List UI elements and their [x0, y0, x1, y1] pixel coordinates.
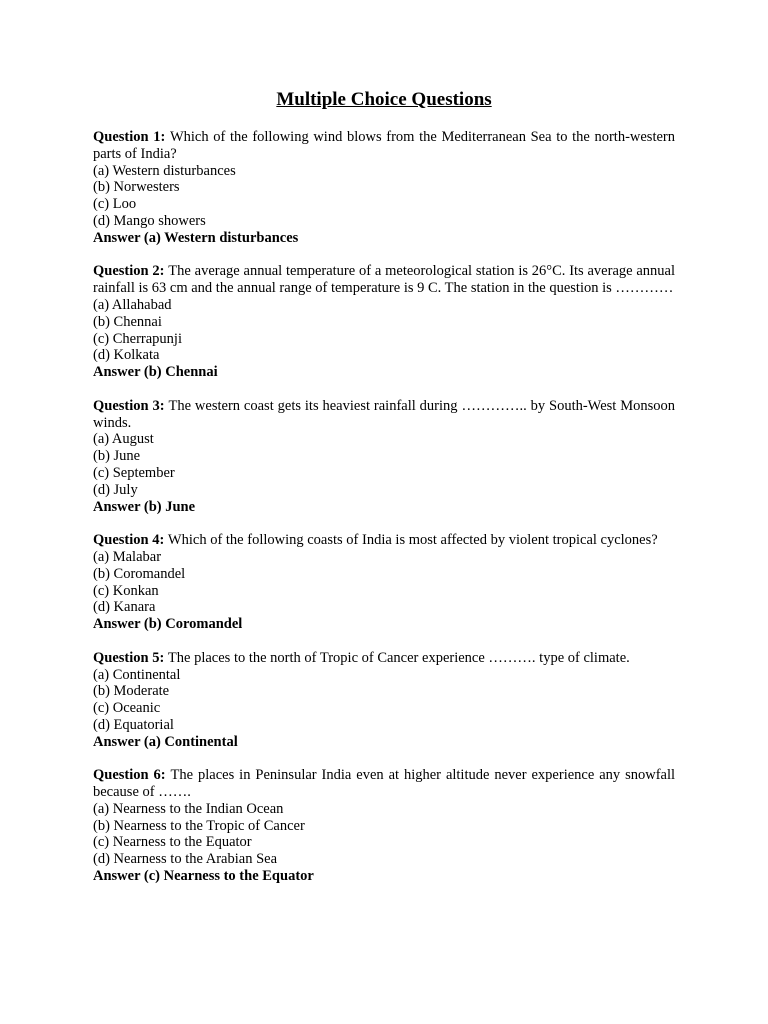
question-block-1	[93, 129, 675, 247]
question-label: Question 6:	[93, 767, 166, 784]
option-c: (c) Nearness to the Equator	[93, 834, 252, 851]
option-b: (b) Norwesters	[93, 179, 180, 196]
option-b: (b) June	[93, 448, 141, 465]
question-block-6	[93, 767, 675, 885]
option-a: (a) Allahabad	[93, 296, 172, 313]
option-c: (c) Konkan	[93, 582, 159, 599]
question-label: Question 3:	[93, 397, 165, 414]
option-d: (d) Equatorial	[93, 716, 174, 733]
answer-line: Answer (b) Coromandel	[93, 616, 243, 633]
question-block-3	[93, 398, 675, 516]
question-body: The western coast gets its heaviest rainfall during ………….. by South-West Monsoon winds.	[93, 397, 675, 431]
option-c: (c) Cherrapunji	[93, 330, 182, 347]
option-d: (d) July	[93, 481, 138, 498]
option-a: (a) Continental	[93, 666, 181, 683]
question-text	[93, 767, 675, 801]
page-title: Multiple Choice Questions	[276, 89, 492, 110]
question-text	[93, 650, 675, 667]
option-a: (a) Malabar	[93, 548, 162, 565]
option-a: (a) August	[93, 431, 154, 448]
question-label: Question 5:	[93, 649, 165, 666]
option-a: (a) Nearness to the Indian Ocean	[93, 800, 284, 817]
question-body: Which of the following wind blows from the Mediterranean Sea to the north-western parts of India?	[93, 129, 675, 162]
question-body: The average annual temperature of a meteorological station is 26°C. Its average annual rainfall is 63 cm and the annual range of temperature is 9 C. The station in the question is …………	[93, 263, 676, 297]
option-c: (c) Loo	[93, 196, 137, 213]
question-text	[93, 398, 675, 432]
answer-line: Answer (a) Western disturbances	[93, 229, 299, 246]
answer-line: Answer (c) Nearness to the Equator	[93, 868, 314, 885]
question-block-4	[93, 532, 675, 633]
answer-line: Answer (b) June	[93, 498, 196, 515]
option-d: (d) Kanara	[93, 599, 156, 616]
option-d: (d) Kolkata	[93, 347, 160, 364]
option-b: (b) Moderate	[93, 683, 170, 700]
answer-line: Answer (a) Continental	[93, 733, 238, 750]
question-text	[93, 532, 675, 549]
answer-line: Answer (b) Chennai	[93, 364, 218, 381]
question-block-2	[93, 263, 675, 381]
option-b: (b) Chennai	[93, 313, 162, 330]
document-page	[93, 88, 675, 902]
option-b: (b) Coromandel	[93, 565, 186, 582]
question-text	[93, 263, 675, 297]
question-block-5	[93, 650, 675, 751]
option-c: (c) Oceanic	[93, 700, 161, 717]
question-label: Question 2:	[93, 263, 165, 280]
question-label: Question 1:	[93, 129, 166, 145]
option-d: (d) Nearness to the Arabian Sea	[93, 851, 278, 868]
option-b: (b) Nearness to the Tropic of Cancer	[93, 817, 305, 834]
option-a: (a) Western disturbances	[93, 162, 236, 179]
option-c: (c) September	[93, 464, 175, 481]
option-d: (d) Mango showers	[93, 212, 206, 229]
question-body: Which of the following coasts of India is most affected by violent tropical cyclones?	[167, 532, 658, 549]
question-body: The places in Peninsular India even at higher altitude never experience any snowfall because of …….	[93, 767, 676, 801]
question-body: The places to the north of Tropic of Cancer experience ………. type of climate.	[167, 649, 630, 666]
question-label: Question 4:	[93, 532, 165, 549]
question-text	[93, 129, 675, 163]
